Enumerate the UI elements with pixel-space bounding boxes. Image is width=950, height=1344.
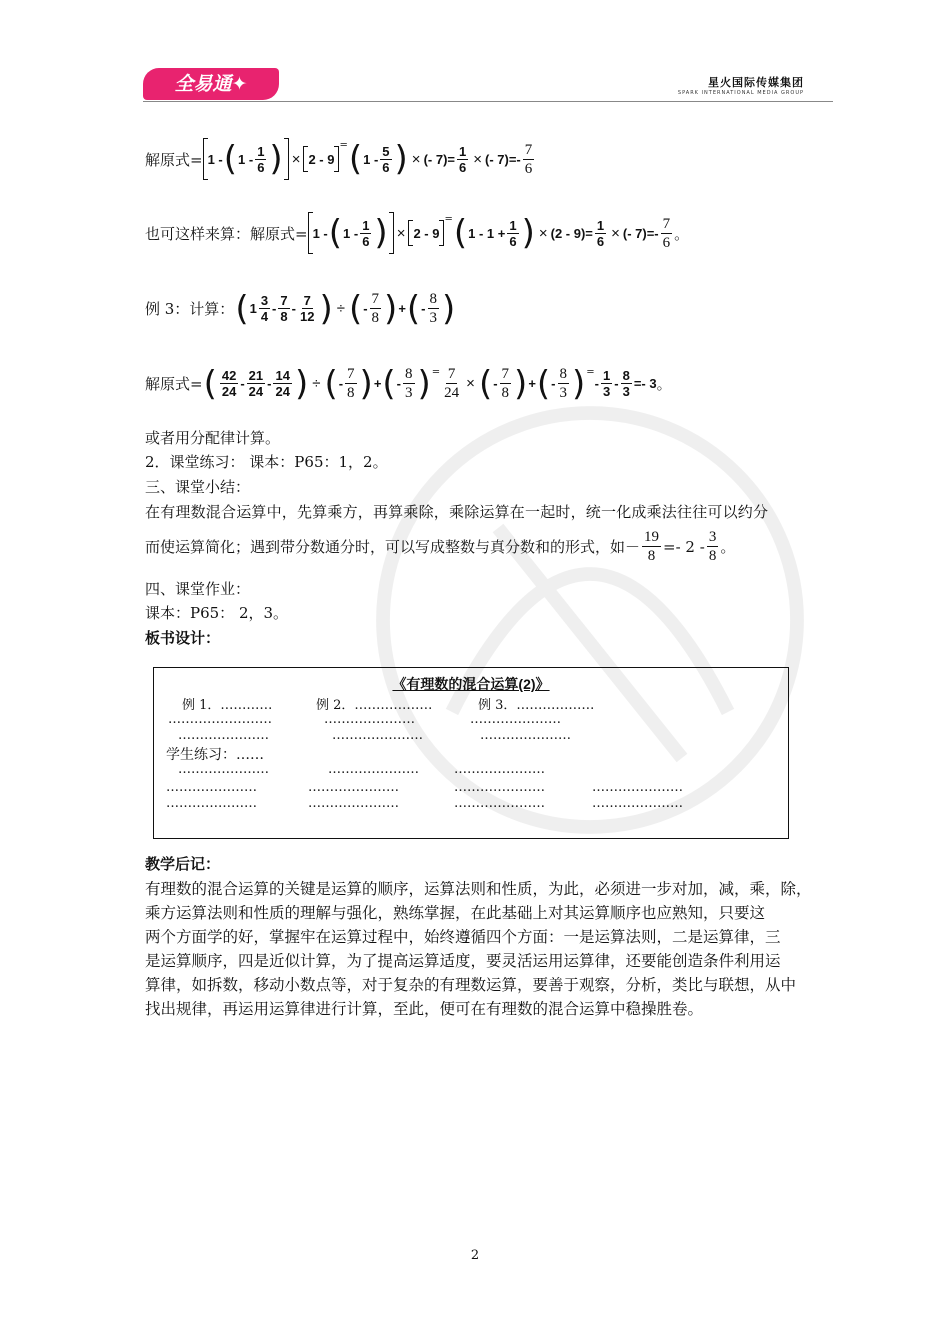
logo: 全易通✦ xyxy=(143,68,279,100)
fraction: $\frac{3}{4}$ xyxy=(260,293,269,324)
label: 解原式= xyxy=(145,150,203,169)
practice-line: 2．课堂练习： 课本：P65：1，2。 xyxy=(145,453,388,471)
fraction: $\frac{7}{8}$ xyxy=(371,291,380,326)
board-dots: …………………… xyxy=(168,712,272,727)
fraction: $\frac{7}{6}$ xyxy=(524,141,533,177)
period: 。 xyxy=(720,538,736,556)
fraction: $\frac{19}{8}$ xyxy=(644,529,660,564)
fraction: $\frac{7}{8}$ xyxy=(347,366,355,401)
blackboard-design-box xyxy=(153,667,789,839)
board-dots: ………………… xyxy=(324,712,415,727)
fraction: $\frac{42}{24}$ xyxy=(221,368,237,399)
fraction: $\frac{1}{6}$ xyxy=(458,143,467,175)
board-dots: ………………… xyxy=(480,728,571,743)
example-3-problem: 例 3：计算： ( 1 $\frac{3}{4}$ - $\frac{7}{8}$ - $\frac{7}{12}$ ) ÷ ( - $\frac{7}{8}$ ) + ( - $\frac{8}{3}$ ) xyxy=(145,288,456,329)
summary-text-b: =- 2 - xyxy=(663,537,705,556)
example-3-solution: 解原式= ( $\frac{42}{24}$ - $\frac{21}{24}$ - $\frac{14}{24}$ ) ÷ ( - $\frac{7}{8}$ ) + ( - $\frac{8}{3}$ ) = $\frac{7}{24}$ × ( - $\frac{7}{8}$ ) + ( - $\frac{8}{3}$ ) = - $\frac{1}{3}$ - $\frac{8}{3}$ =- 3 。 xyxy=(145,363,672,404)
afterword-line: 有理数的混合运算的关键是运算的顺序，运算法则和性质，为此，必须进一步对加，减，乘，除， xyxy=(145,880,812,898)
homework-text: 课本：P65： 2，3。 xyxy=(145,604,289,622)
fraction: $\frac{3}{8}$ xyxy=(708,529,717,564)
board-dots: ………………… xyxy=(592,796,683,811)
board-title: 《有理数的混合运算(2)》 xyxy=(392,676,550,692)
fraction: $\frac{8}{3}$ xyxy=(405,366,413,401)
label: 解原式= xyxy=(145,375,203,393)
summary-text: 而使运算简化；遇到带分数通分时，可以写成整数与真分数和的形式，如－ xyxy=(145,538,641,556)
board-design-title: 板书设计： xyxy=(145,629,221,647)
afterword-line: 乘方运算法则和性质的理解与强化，熟练掌握，在此基础上对其运算顺序也应熟知，只要这 xyxy=(145,904,766,922)
board-student-practice: 学生练习：…… xyxy=(166,747,264,763)
brand xyxy=(678,74,804,96)
fraction: $\frac{8}{3}$ xyxy=(559,366,568,401)
label: 也可这样来算：解原式= xyxy=(145,224,308,243)
bracket xyxy=(284,138,289,180)
fraction: $\frac{7}{12}$ xyxy=(299,293,315,324)
period: 。 xyxy=(656,375,672,393)
board-dots: ………………… xyxy=(332,728,423,743)
afterword-line: 找出规律，再运用运算律进行计算，至此，便可在有理数的混合运算中稳操胜卷。 xyxy=(145,1000,704,1018)
header-divider xyxy=(143,101,833,102)
solution-line-1: 解原式= 1 - ( 1 - $\frac{1}{6}$ ) × 2 - 9 = ( 1 - $\frac{5}{6}$ ) × (- 7)= $\frac{1}{6}$ × (- 7)=- $\frac{7}{6}$ xyxy=(145,139,533,179)
fraction: $\frac{1}{6}$ xyxy=(509,217,517,249)
board-dots: ………………… xyxy=(470,712,561,727)
solution-line-2: 也可这样来算：解原式= 1 - ( 1 - $\frac{1}{6}$ ) × 2 - 9 = ( 1 - 1 + $\frac{1}{6}$ ) × (2 - 9)= $\frac{1}{6}$ × (- 7)=- $\frac{7}{6}$ 。 xyxy=(145,213,690,253)
bracket xyxy=(389,212,394,254)
board-dots: ………………… xyxy=(328,762,419,777)
brand-name-en: SPARK INTERNATIONAL MEDIA GROUP xyxy=(677,90,804,96)
board-dots: ………………… xyxy=(166,796,257,811)
board-example-1: 例 1．………… xyxy=(182,698,273,713)
board-dots: ………………… xyxy=(178,762,269,777)
fraction: $\frac{8}{3}$ xyxy=(622,368,630,399)
homework-title: 四、课堂作业： xyxy=(145,580,251,598)
fraction: $\frac{7}{8}$ xyxy=(280,293,288,324)
page-number: 2 xyxy=(470,1248,480,1263)
fraction: $\frac{7}{8}$ xyxy=(501,366,510,401)
afterword-line: 是运算顺序，四是近似计算，为了提高运算适度，要灵活运用运算律，还要能创造条件利用运 xyxy=(145,952,781,970)
summary-paragraph-2 xyxy=(145,528,735,565)
afterword-line: 算律，如拆数，移动小数点等，对于复杂的有理数运算，要善于观察，分析，类比与联想，从中 xyxy=(145,976,797,994)
afterword-title: 教学后记： xyxy=(145,855,221,873)
fraction: $\frac{1}{6}$ xyxy=(596,217,605,249)
fraction: $\frac{21}{24}$ xyxy=(248,368,264,399)
board-example-2: 例 2．……………… xyxy=(316,698,433,713)
board-example-3: 例 3．……………… xyxy=(478,698,595,713)
fraction: $\frac{8}{3}$ xyxy=(429,291,438,326)
fraction: $\frac{1}{6}$ xyxy=(362,217,370,249)
summary-paragraph-1: 在有理数混合运算中，先算乘方，再算乘除，乘除运算在一起时，统一化成乘法往往可以约分 xyxy=(145,503,769,521)
afterword-line: 两个方面学的好，掌握牢在运算过程中，始终遵循四个方面：一是运算法则，二是运算律，三 xyxy=(145,928,781,946)
fraction: $\frac{1}{6}$ xyxy=(257,143,265,175)
distributive-note: 或者用分配律计算。 xyxy=(145,429,281,447)
afterword-paragraph xyxy=(145,877,835,1021)
board-dots: ………………… xyxy=(308,780,399,795)
board-dots: ………………… xyxy=(454,780,545,795)
board-dots: ………………… xyxy=(454,796,545,811)
board-dots: ………………… xyxy=(592,780,683,795)
board-dots: ………………… xyxy=(166,780,257,795)
fraction: $\frac{7}{24}$ xyxy=(444,366,460,401)
board-dots: ………………… xyxy=(454,762,545,777)
fraction: $\frac{7}{6}$ xyxy=(662,215,671,251)
label: 例 3：计算： xyxy=(145,300,235,318)
summary-title: 三、课堂小结： xyxy=(145,478,251,496)
fraction: $\frac{1}{3}$ xyxy=(603,368,611,399)
fraction: $\frac{14}{24}$ xyxy=(275,368,290,399)
board-dots: ………………… xyxy=(308,796,399,811)
brand-name: 星火国际传媒集团 xyxy=(708,76,804,89)
board-dots: ………………… xyxy=(178,728,269,743)
fraction: $\frac{5}{6}$ xyxy=(382,143,390,175)
period: 。 xyxy=(674,224,690,243)
